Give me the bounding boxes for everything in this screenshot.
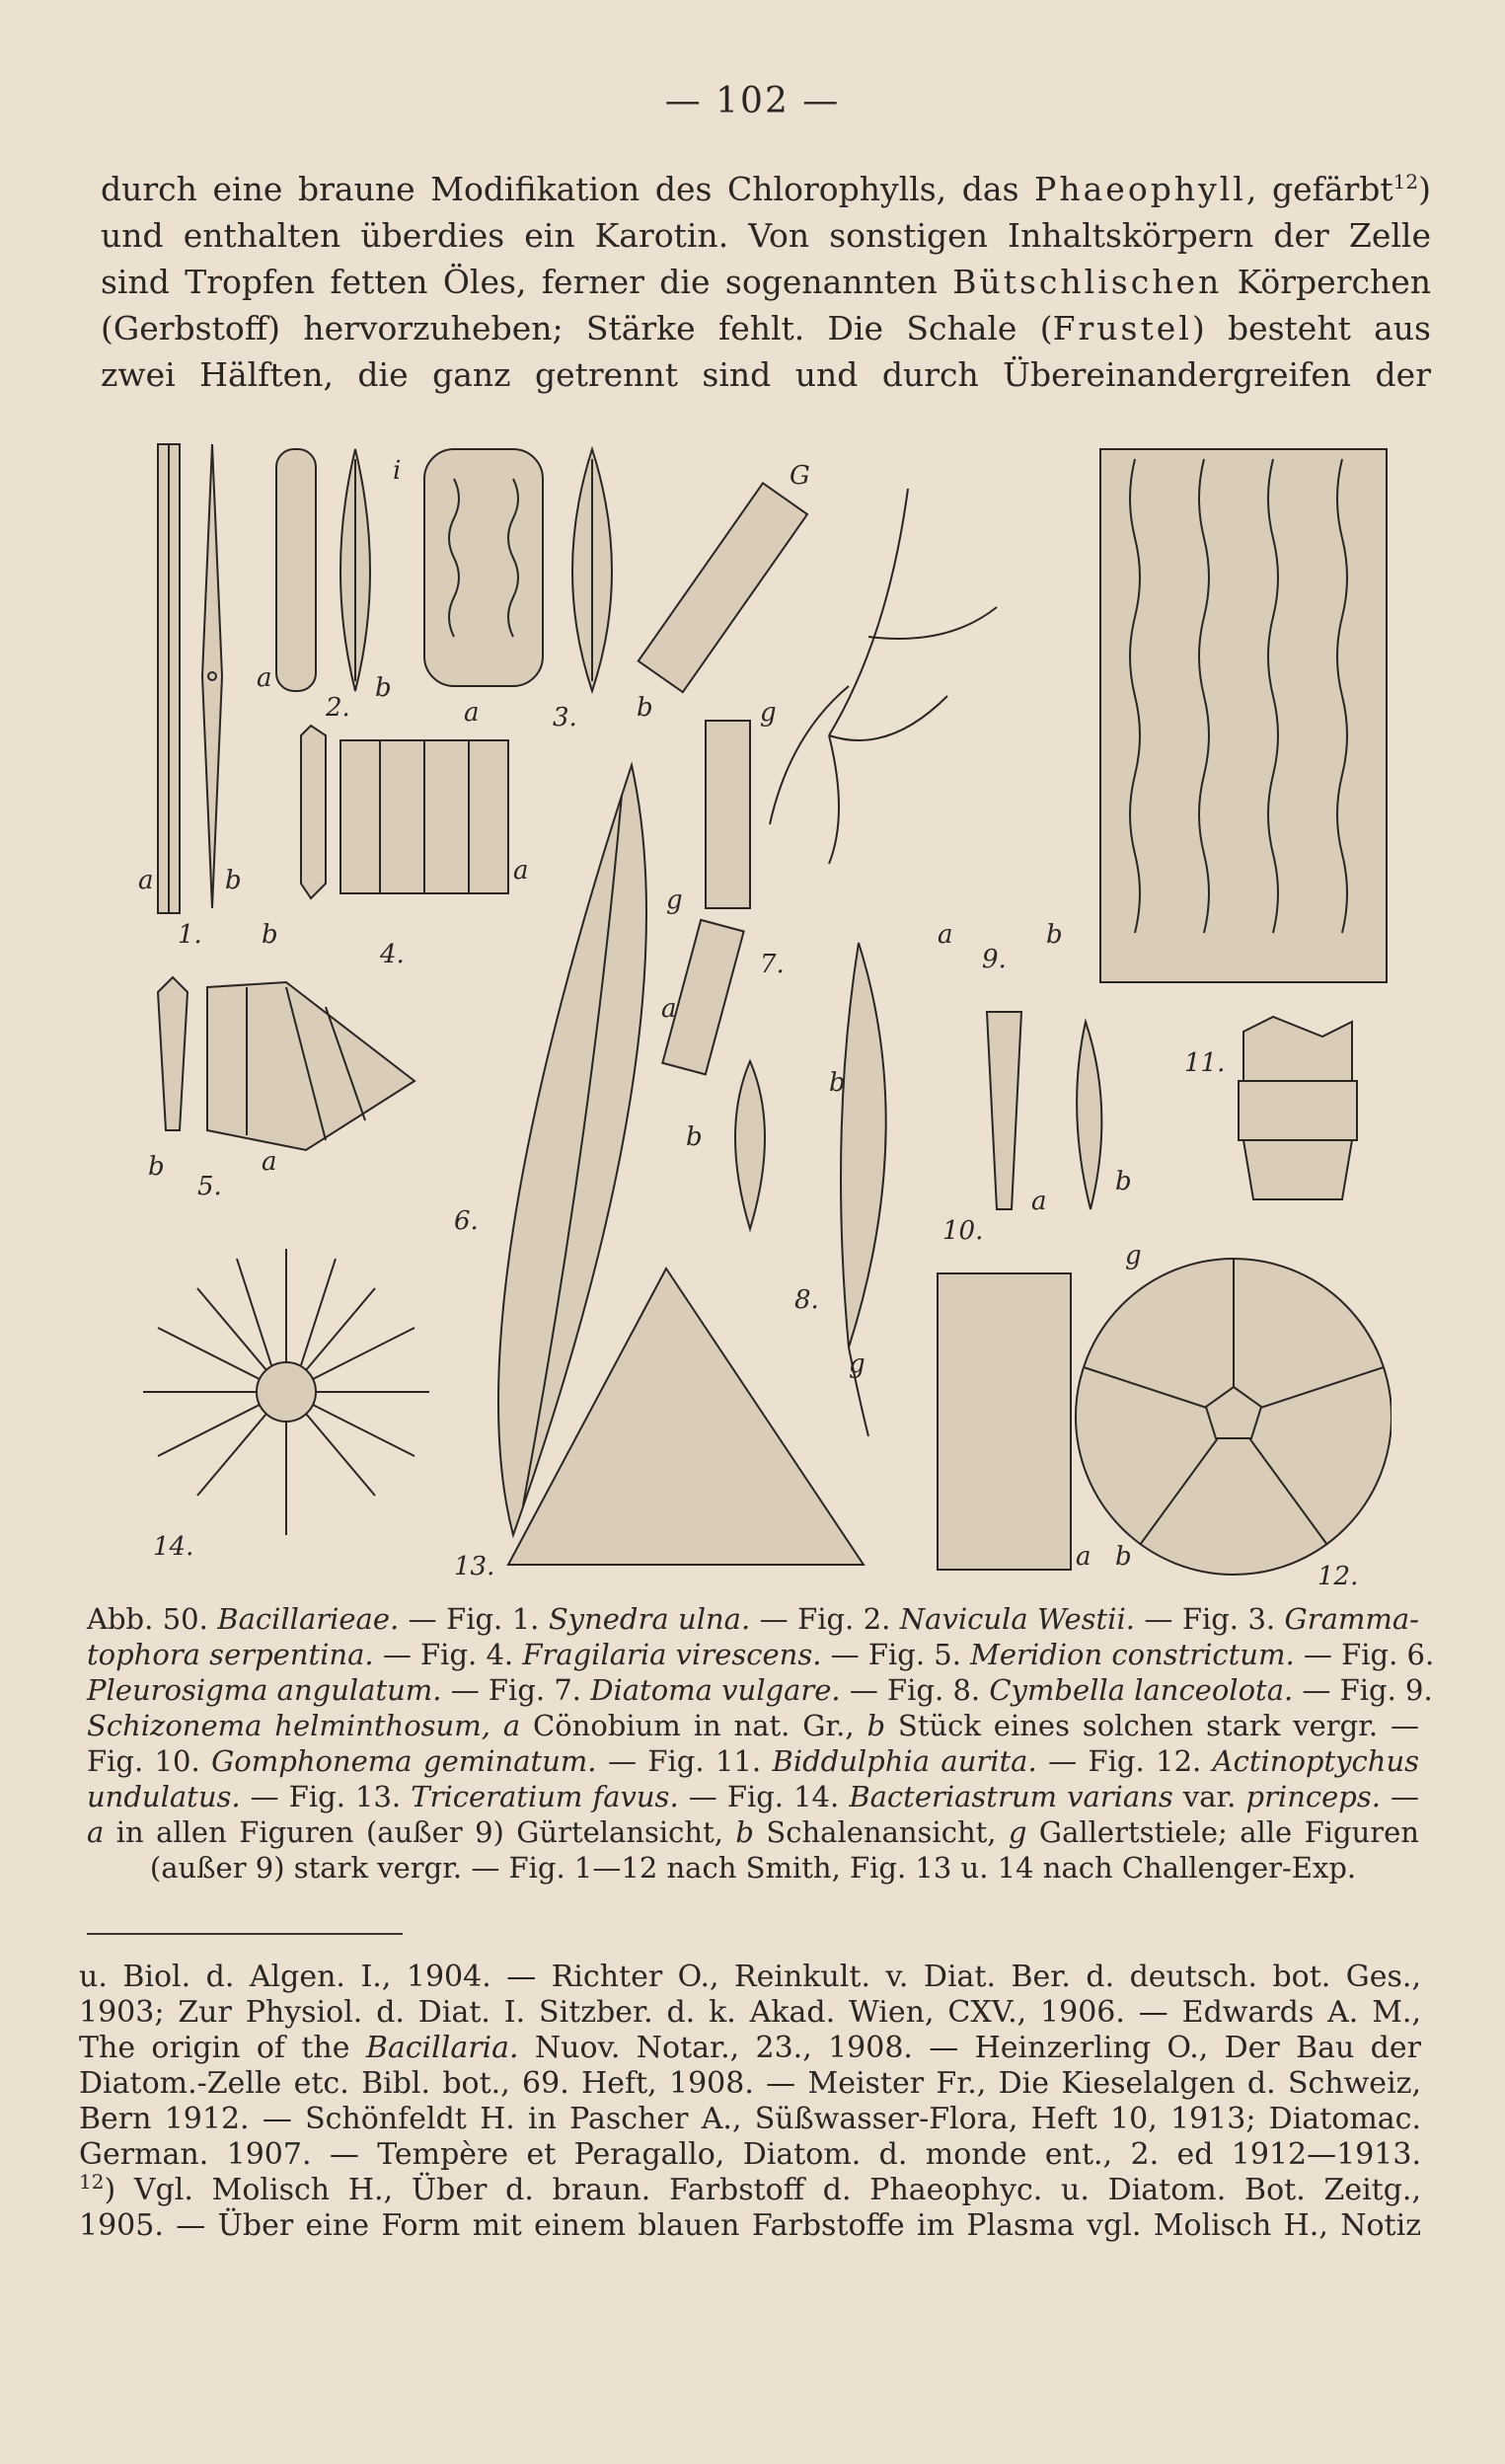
text: — Fig. 5.	[821, 1638, 971, 1671]
text-italic: Navicula Westii.	[899, 1602, 1135, 1636]
text: Nuov. Notar., 23., 1908. — Heinzerling O., Der Bau der	[518, 2031, 1421, 2065]
footnote-marker: 12	[79, 2170, 105, 2194]
text: — Fig. 6.	[1294, 1638, 1435, 1671]
footnote-rule	[87, 1933, 403, 1935]
fig7-diatoma	[639, 483, 807, 1229]
label-fig-12: 12.	[1317, 1562, 1359, 1589]
text: , gefärbt	[1245, 170, 1393, 208]
caption-line-4	[87, 1708, 1419, 1743]
text-italic: b	[735, 1815, 754, 1849]
text-italic: Synedra ulna.	[548, 1602, 751, 1636]
caption-line-8: (außer 9) stark vergr. — Fig. 1—12 nach Smith, Fig. 13 u. 14 nach Challenger-Exp.	[149, 1851, 1357, 1885]
ref-line-8: 1905. — Über eine Form mit einem blauen Farbstoffe im Plasma vgl. Molisch H., Notiz	[79, 2208, 1421, 2243]
text: durch eine braune Modifikation des Chlorophylls, das	[101, 170, 1035, 208]
text-italic: Bacillaria.	[365, 2031, 519, 2065]
label-g: g	[666, 886, 683, 915]
text: Gallertstiele; alle Figuren	[1026, 1815, 1419, 1849]
label-b: b	[829, 1068, 846, 1098]
fig10-gomphonema	[987, 1012, 1101, 1209]
label-b: b	[1046, 920, 1063, 950]
label-g: g	[1125, 1241, 1142, 1270]
text: The origin of the	[79, 2031, 366, 2065]
text-italic: Pleurosigma angulatum.	[87, 1673, 442, 1707]
label-fig-5: 5.	[197, 1172, 222, 1201]
text-spaced: Bütschlischen	[952, 263, 1223, 301]
label-a: a	[257, 663, 272, 693]
text-italic: b	[866, 1709, 886, 1742]
text: Körperchen	[1222, 263, 1431, 301]
text: Schalenansicht,	[753, 1815, 1009, 1849]
fig4-fragilaria	[301, 726, 508, 898]
label-a: a	[1031, 1187, 1047, 1216]
page-number: — 102 —	[664, 81, 841, 121]
label-G: G	[790, 461, 810, 491]
text: Stück eines solchen stark vergr. —	[885, 1709, 1420, 1742]
text: sind Tropfen fetten Öles, ferner die sogenannten	[101, 263, 953, 301]
ref-line-1: u. Biol. d. Algen. I., 1904. — Richter O., Reinkult. v. Diat. Ber. d. deutsch. bot. Ges.,	[79, 1960, 1421, 1994]
text-italic: Schizonema helminthosum, a	[87, 1709, 521, 1742]
caption-line-6	[87, 1779, 1419, 1814]
body-text	[101, 166, 1431, 398]
text-italic: Triceratium favus.	[411, 1780, 679, 1813]
text: — Fig. 14.	[678, 1780, 850, 1813]
footnote-ref: 12	[1392, 170, 1419, 193]
label-b: b	[686, 1122, 703, 1152]
fig5-meridion	[158, 977, 414, 1150]
text: Cönobium in nat. Gr.,	[520, 1709, 867, 1742]
text-italic: Diatoma vulgare.	[590, 1673, 841, 1707]
footnote-12	[79, 2170, 1421, 2208]
label-a: a	[661, 994, 677, 1024]
text: — Fig. 1.	[399, 1602, 549, 1636]
text-italic: Bacteriastrum varians	[849, 1780, 1173, 1813]
label-b: b	[1115, 1542, 1132, 1572]
ref-line-6: German. 1907. — Tempère et Peragallo, Diatom. d. monde ent., 2. ed 1912—1913.	[79, 2137, 1421, 2172]
label-b: b	[637, 693, 653, 723]
label-fig-3: 3.	[553, 703, 577, 732]
label-fig-1: 1.	[178, 920, 202, 950]
text-italic: undulatus.	[87, 1780, 241, 1813]
text: (Gerbstoff) hervorzuheben; Stärke fehlt. Die Schale (	[101, 309, 1053, 347]
label-fig-9: 9.	[982, 945, 1007, 974]
label-fig-6: 6.	[454, 1206, 479, 1236]
label-fig-7: 7.	[760, 950, 785, 979]
text-italic: Gomphonema geminatum.	[211, 1744, 597, 1778]
label-a: a	[513, 856, 529, 886]
body-line-5: zwei Hälften, die ganz getrennt sind und durch Übereinandergreifen der	[101, 355, 1431, 394]
ref-line-3	[79, 2031, 1421, 2066]
ref-line-2: 1903; Zur Physiol. d. Diat. I. Sitzber. d. k. Akad. Wien, CXV., 1906. — Edwards A. M.,	[79, 1995, 1421, 2030]
text-italic: Actinoptychus	[1212, 1744, 1420, 1778]
fig1-synedra	[158, 444, 222, 913]
text-italic: princeps.	[1245, 1780, 1381, 1813]
text-italic: tophora serpentina.	[87, 1638, 374, 1671]
text-italic: Cymbella lanceolota.	[989, 1673, 1294, 1707]
label-a: a	[262, 1147, 277, 1177]
fig11-biddulphia	[1239, 1017, 1357, 1199]
text: — Fig. 4.	[373, 1638, 523, 1671]
figure-svg	[138, 439, 1392, 1589]
text: — Fig. 2.	[750, 1602, 900, 1636]
label-fig-11: 11.	[1184, 1048, 1226, 1078]
text: — Fig. 12.	[1036, 1744, 1213, 1778]
text: — Fig. 7.	[441, 1673, 591, 1707]
caption-line-2	[87, 1637, 1435, 1672]
label-fig-8: 8.	[794, 1285, 819, 1315]
text: — Fig. 9.	[1293, 1673, 1433, 1707]
label-fig-4: 4.	[380, 940, 405, 969]
body-line-3	[101, 259, 1431, 305]
text: ) besteht aus	[1191, 309, 1431, 347]
text: —	[1380, 1780, 1420, 1813]
label-fig-13: 13.	[454, 1552, 495, 1581]
fig2-navicula	[276, 449, 370, 691]
text-italic: Fragilaria virescens.	[522, 1638, 822, 1671]
diatom-figure-plate	[138, 439, 1392, 1589]
body-line-1	[101, 166, 1431, 212]
text-italic: a	[87, 1815, 105, 1849]
label-g: g	[849, 1349, 865, 1379]
label-b: b	[1115, 1167, 1132, 1196]
fig9-schizonema	[770, 449, 1387, 982]
caption-line-1	[87, 1601, 1419, 1637]
text-italic: Bacillarieae.	[217, 1602, 400, 1636]
label-a: a	[464, 698, 480, 728]
label-fig-2: 2.	[326, 693, 350, 723]
body-line-4	[101, 305, 1431, 351]
caption-line-5	[87, 1743, 1419, 1779]
label-a: a	[138, 866, 154, 895]
text: Fig. 10.	[87, 1744, 212, 1778]
fig3-grammatophora	[424, 449, 612, 691]
text: Abb. 50.	[87, 1602, 218, 1636]
text: — Fig. 11.	[596, 1744, 773, 1778]
body-line-2: und enthalten überdies ein Karotin. Von sonstigen Inhaltskörpern der Zelle	[101, 216, 1431, 255]
ref-line-4: Diatom.-Zelle etc. Bibl. bot., 69. Heft, 1908. — Meister Fr., Die Kieselalgen d. Schweiz,	[79, 2066, 1421, 2101]
text: ) Vgl. Molisch H., Über d. braun. Farbstoff d. Phaeophyc. u. Diatom. Bot. Zeitg.,	[104, 2173, 1421, 2207]
text: — Fig. 8.	[840, 1673, 990, 1707]
text: — Fig. 3.	[1134, 1602, 1285, 1636]
text-italic: g	[1008, 1815, 1027, 1849]
text-spaced: Phaeophyll	[1034, 170, 1246, 208]
label-fig-10: 10.	[942, 1216, 984, 1246]
label-b: b	[225, 866, 242, 895]
text: in allen Figuren (außer 9) Gürtelansicht,	[104, 1815, 736, 1849]
label-b: b	[262, 920, 278, 950]
figure-caption	[87, 1601, 1435, 1886]
caption-line-3	[87, 1672, 1433, 1708]
text: var.	[1172, 1780, 1246, 1813]
text-italic: Biddulphia aurita.	[772, 1744, 1037, 1778]
references	[79, 1960, 1421, 2244]
label-fig-14: 14.	[153, 1532, 194, 1562]
label-i: i	[393, 456, 402, 486]
label-b: b	[148, 1152, 165, 1182]
label-a: a	[938, 920, 953, 950]
text: )	[1418, 170, 1431, 208]
label-a: a	[1076, 1542, 1091, 1572]
label-b: b	[375, 673, 392, 703]
text-spaced: Frustel	[1052, 309, 1192, 347]
fig14-bacteriastrum	[143, 1249, 429, 1535]
text: — Fig. 13.	[240, 1780, 412, 1813]
text-italic: Gramma-	[1284, 1602, 1419, 1636]
ref-line-5: Bern 1912. — Schönfeldt H. in Pascher A., Süßwasser-Flora, Heft 10, 1913; Diatomac.	[79, 2102, 1421, 2136]
text-italic: Meridion constrictum.	[970, 1638, 1295, 1671]
label-g: g	[760, 698, 777, 728]
fig12-actinoptychus	[938, 1259, 1392, 1575]
caption-line-7	[87, 1814, 1419, 1850]
